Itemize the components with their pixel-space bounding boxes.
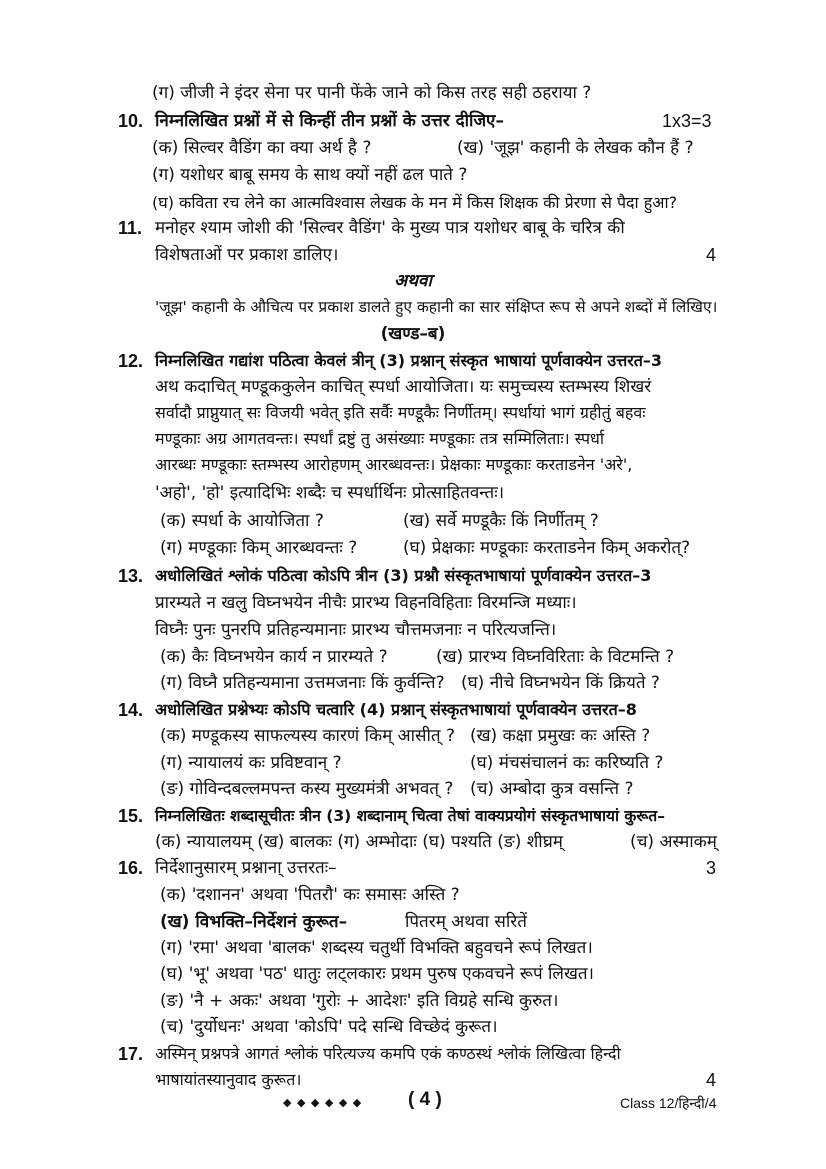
q13-gha: (घ) नीचे विघ्नभयेन किं क्रियते ? (461, 673, 660, 693)
q16-gha: (घ) 'भू' अथवा 'पठ' धातुः लट्लकारः प्रथम पुरुष एकवचने रूपं लिखत। (160, 964, 595, 984)
q17-marks: 4 (706, 1070, 717, 1090)
q11-line2: विशेषताओं पर प्रकाश डालिए। (155, 245, 339, 265)
q12-ka: (क) स्पर्धा के आयोजिता ? (160, 511, 324, 531)
q13-instruction: अधोलिखितं श्लोकं पठित्वा कोऽपि त्रीन (3) प्रश्नौ संस्कृतभाषायां पूर्णवाक्येन उत्तरत–3 (155, 566, 652, 585)
q10-gha: (घ) कविता रच लेने का आत्मविश्वास लेखक के मन में किस शिक्षक की प्रेरणा से पैदा हुआ? (152, 193, 678, 212)
q16-nga: (ङ) 'नै + अकः' अथवा 'गुरोः + आदेशः' इति विग्रहे सन्धि कुरुत। (160, 991, 559, 1011)
q10-ga: (ग) यशोधर बाबू समय के साथ क्यों नहीं ढल पाते ? (152, 165, 468, 185)
q10-ka: (क) सिल्वर वैडिंग का क्या अर्थ है ? (152, 138, 372, 158)
section-b-heading: (खण्ड–ब) (380, 324, 446, 344)
q16-cha: (च) 'दुर्योधनः' अथवा 'कोऽपि' पदे सन्धि विच्छेदं कुरूत। (160, 1017, 498, 1037)
q16-number: 16. (118, 858, 144, 878)
q13-number: 13. (118, 566, 144, 586)
q14-number: 14. (118, 700, 144, 720)
q11-alternative: 'जूझ' कहानी के औचित्य पर प्रकाश डालते हुए कहानी का सार संक्षिप्त रूप से अपने शब्दों में लिखिए। (155, 298, 718, 316)
q10-number: 10. (118, 111, 144, 131)
q11-marks: 4 (706, 245, 717, 265)
q12-passage-line4: आरब्धः मण्डूकाः स्तम्भस्य आरोहणम् आरब्धवन्तः। प्रेक्षकाः मण्डूकाः करताडनेन 'अरे', (155, 455, 633, 474)
q12-passage-line2: सर्वादौ प्राप्नुयात् सः विजयी भवेत् इति सर्वैः मण्डूकैः निर्णीतम्। स्पर्धायां भागं ग्रहीतुं बहवः (155, 403, 646, 422)
athva-heading: अथवा (394, 271, 432, 291)
q10-marks: 1x3=3 (662, 111, 712, 131)
q12-passage-line1: अथ कदाचित् मण्डूककुलेन काचित् स्पर्धा आयोजिता। यः समुच्चस्य स्तम्भस्य शिखरं (155, 377, 652, 397)
q16-marks: 3 (706, 858, 717, 878)
q14-ka: (क) मण्डूकस्य साफल्यस्य कारणं किम् आसीत् ? (160, 726, 456, 746)
q16-kha-words: पितरम् अथवा सरितें (405, 912, 527, 932)
q13-kha: (ख) प्रारभ्य विघ्नविरिताः के विटमन्ति ? (436, 647, 675, 667)
page-number: ( 4 ) (408, 1089, 442, 1110)
q10-kha: (ख) 'जूझ' कहानी के लेखक कौन हैं ? (457, 138, 694, 158)
q12-instruction: निम्नलिखित गद्यांश पठित्वा केवलं त्रीन् (3) प्रश्नान् संस्कृत भाषायां पूर्णवाक्येन उत्तरत–3 (155, 351, 663, 370)
q17-number: 17. (118, 1044, 144, 1064)
q12-number: 12. (118, 351, 144, 371)
q15-instruction: निम्नलिखितः शब्दासूचीतः त्रीन (3) शब्दानाम् चित्वा तेषां वाक्यप्रयोगं संस्कृतभाषायां कुरूत– (155, 807, 665, 825)
q12-passage-line3: मण्डूकाः अग्र आगतवन्तः। स्पर्धां द्रष्टुं तु असंख्याः मण्डूकाः तत्र सम्मिलिताः। स्पर्धा (155, 429, 605, 448)
q12-kha: (ख) सर्वे मण्डूकैः किं निर्णीतम्‌ ? (403, 511, 599, 531)
q15-number: 15. (118, 806, 144, 826)
q14-cha: (च) अम्बोदा कुत्र वसन्ति ? (470, 779, 634, 799)
q15-cha: (च) अस्माकम् (630, 832, 717, 852)
q12-ga: (ग) मण्डूकाः किम् आरब्धवन्तः ? (160, 538, 358, 558)
q16-instruction: निर्देशानुसारम् प्रश्नाना् उत्तरतः– (155, 858, 337, 878)
q13-ga: (ग) विघ्नै प्रतिहन्यमाना उत्तमजनाः किं कुर्वन्ति? (160, 673, 445, 693)
paper-code: Class 12/हिन्दी/4 (620, 1095, 717, 1111)
q11-number: 11. (118, 218, 143, 238)
q12-passage-line5: 'अहो', 'हो' इत्यादिभिः शब्दैः च स्पर्धार्थिनः प्रोत्साहितवन्तः। (155, 483, 505, 503)
q15-word-list: (क) न्यायालयम् (ख) बालकः (ग) अम्भोदाः (घ) पश्यति (ङ) शीघ्रम् (155, 832, 563, 852)
q17-line1: अस्मिन् प्रश्नपत्रे आगतं श्लोकं परित्यज्य कमपि एकं कण्ठस्थं श्लोकं लिखित्वा हिन्दी (155, 1044, 621, 1063)
q14-instruction: अधोलिखित प्रश्नेभ्यः कोऽपि चत्वारि (4) प्रश्नान् संस्कृतभाषायां पूर्णवाक्येन उत्तरत–8 (155, 700, 637, 719)
q17-line2: भाषायांतस्यानुवाद कुरूत। (155, 1070, 302, 1089)
q12-gha: (घ) प्रेक्षकाः मण्डूकाः करताडनेन किम् अकरोत्? (403, 538, 691, 558)
q14-gha: (घ) मंचसंचालनं कः करिष्यति ? (470, 753, 664, 773)
q11-line1: मनोहर श्याम जोशी की 'सिल्वर वैडिंग' के मुख्य पात्र यशोधर बाबू के चरित्र की (155, 218, 625, 238)
q13-shloka-line1: प्रारम्यते न खलु विघ्नभयेन नीचैः प्रारभ्य विहनविहिताः विरमन्जि मध्याः। (155, 593, 577, 613)
q14-kha: (ख) कक्षा प्रमुखः कः अस्ति ? (470, 726, 651, 746)
q14-ga: (ग) न्यायालयं कः प्रविष्टवान् ? (160, 753, 342, 773)
q14-nga: (ङ) गोविन्दबल्लमपन्त कस्य मुख्यमंत्री अभवत् ? (160, 779, 454, 799)
question-9-ga: (ग) जीजी ने इंदर सेना पर पानी फेंके जाने को किस तरह सही ठहराया ? (152, 83, 592, 103)
footer-decorative-dots: ◆ ◆ ◆ ◆ ◆ ◆ (283, 1096, 363, 1109)
q10-instruction: निम्नलिखित प्रश्नों में से किन्हीं तीन प्रश्नों के उत्तर दीजिए– (155, 111, 504, 131)
q16-ga: (ग) 'रमा' अथवा 'बालक' शब्दस्य चतुर्थी विभक्ति बहुवचने रूपं लिखत। (160, 938, 593, 958)
q16-kha-label: (ख) विभक्ति–निर्देशनं कुरूत– (160, 912, 348, 932)
q13-ka: (क) कैः विघ्नभयेन कार्य न प्रारम्यते ? (160, 647, 388, 667)
q13-shloka-line2: विघ्नैः पुनः पुनरपि प्रतिहन्यमानाः प्रारभ्य चौत्तमजनाः न परित्यजन्ति। (155, 620, 557, 640)
q16-ka: (क) 'दशानन' अथवा 'पितरौ' कः समासः अस्ति ? (160, 885, 460, 905)
